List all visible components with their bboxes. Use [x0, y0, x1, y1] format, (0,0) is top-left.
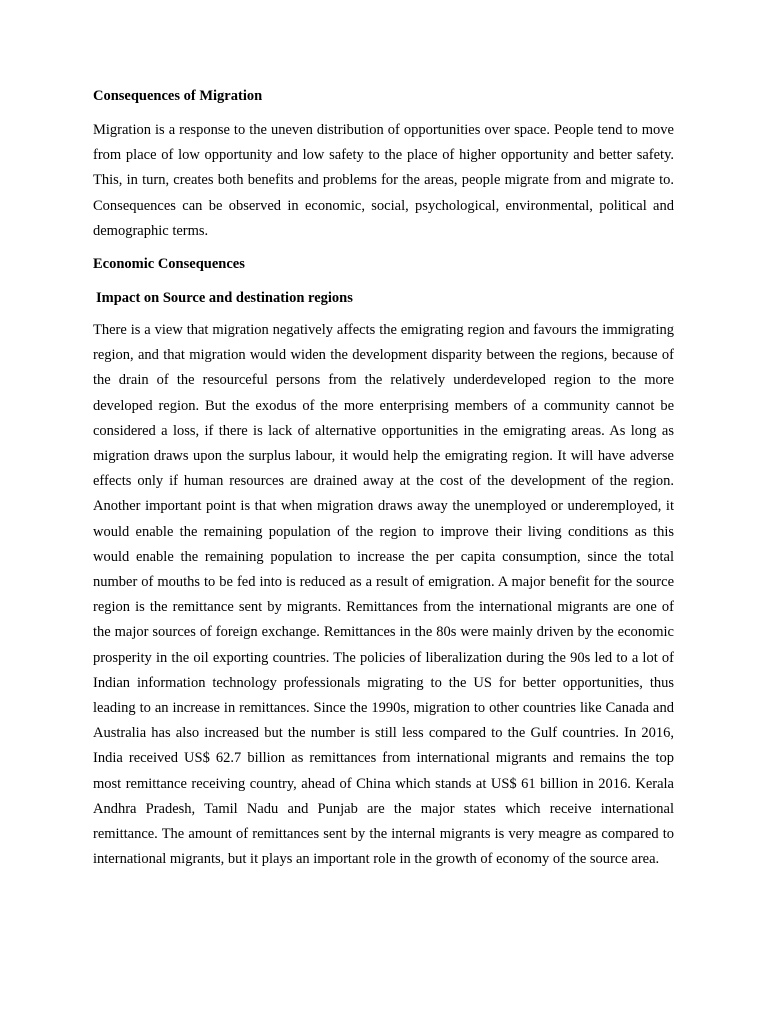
document-content — [93, 86, 674, 872]
impact-heading: Impact on Source and destination regions — [96, 290, 353, 307]
document-title: Consequences of Migration — [93, 88, 263, 104]
intro-paragraph: Migration is a response to the uneven distribution of opportunities over space. People tend to move from place of low opportunity and low safety to the place of higher opportunity and better safety. This, in turn, creates both benefits and problems for the areas, people migrate from and migrate to. Consequences can be observed in economic, social, psychological, environmental, political and demographic terms. — [93, 122, 674, 239]
impact-paragraph: There is a view that migration negatively affects the emigrating region and favours the immigrating region, and that migration would widen the development disparity between the regions, because of the drain of the resourceful persons from the relatively underdeveloped region to the more developed region. But the exodus of the more enterprising members of a community cannot be considered a loss, if there is lack of alternative opportunities in the emigrating areas. As long as migration draws upon the surplus labour, it would help the emigrating region. It will have adverse effects only if human resources are drained away at the cost of the development of the region. Another important point is that when migration draws away the unemployed or underemployed, it would enable the remaining population of the region to improve their living conditions as this would enable the remaining population to increase the per capita consumption, since the total number of mouths to be fed into is reduced as a result of emigration. A major benefit for the source region is the remittance sent by migrants. Remittances from the international migrants are one of the major sources of foreign exchange. Remittances in the 80s were mainly driven by the economic prosperity in the oil exporting countries. The policies of liberalization during the 90s led to a lot of Indian information technology professionals migrating to the US for better opportunities, thus leading to an increase in remittances. Since the 1990s, migration to other countries like Canada and Australia has also increased but the number is still less compared to the Gulf countries. In 2016, India received US$ 62.7 billion as remittances from international migrants and remains the top most remittance receiving country, ahead of China which stands at US$ 61 billion in 2016. Kerala Andhra Pradesh, Tamil Nadu and Punjab are the major states which receive international remittance. The amount of remittances sent by the internal migrants is very meagre as compared to international migrants, but it plays an important role in the growth of economy of the source area. — [93, 322, 674, 868]
economic-consequences-heading: Economic Consequences — [93, 256, 245, 273]
